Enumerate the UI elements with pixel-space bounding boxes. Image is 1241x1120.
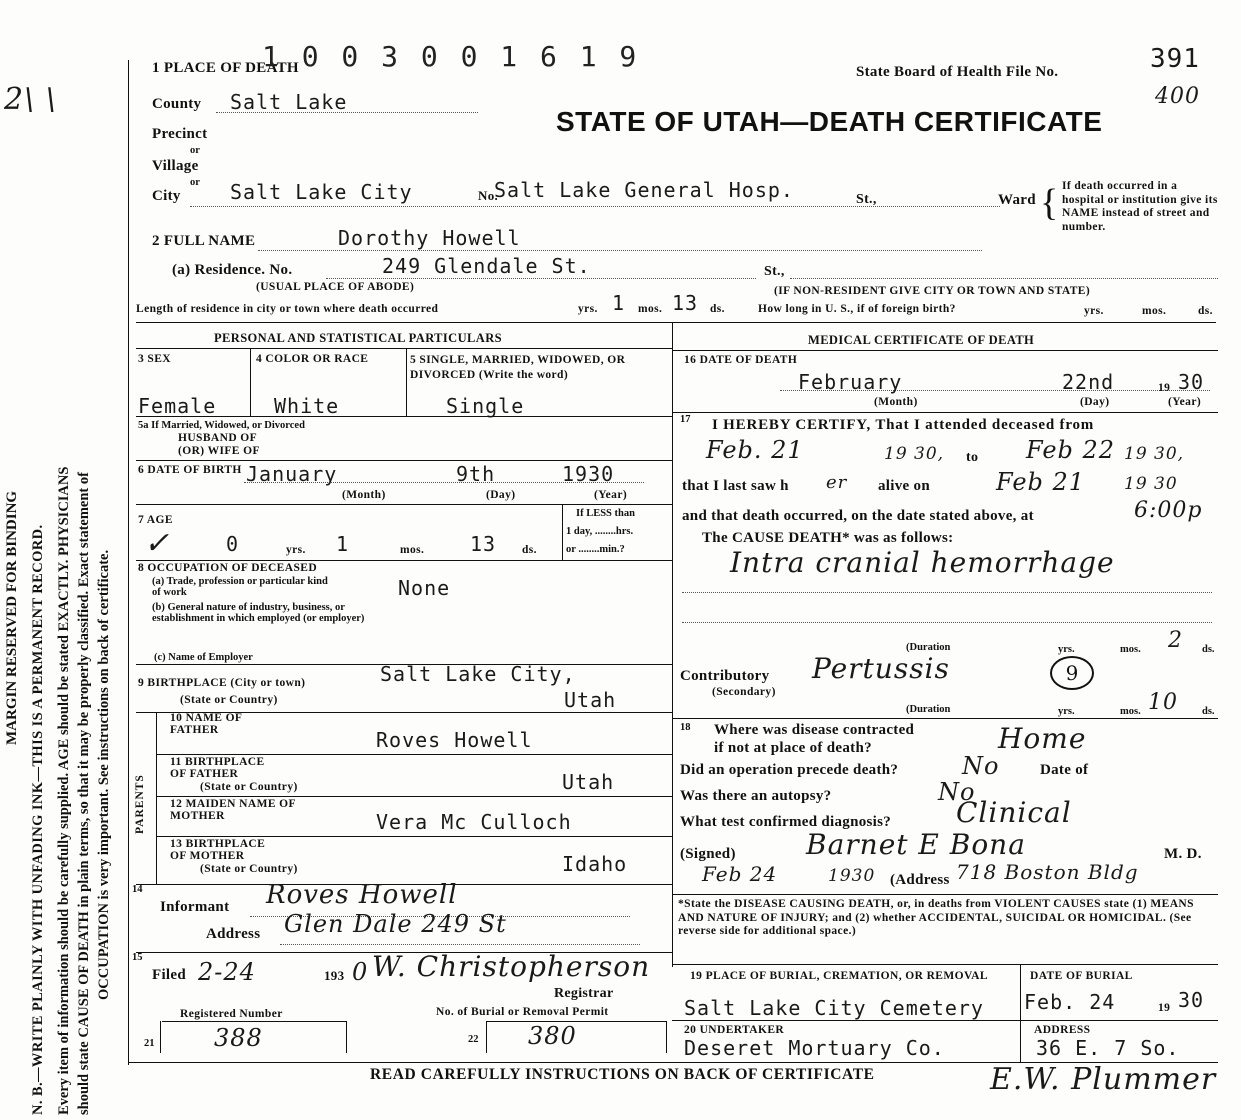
operation-value: No <box>962 752 1000 780</box>
medical-heading: MEDICAL CERTIFICATE OF DEATH <box>808 333 1035 347</box>
death-day: 22nd <box>1062 370 1115 394</box>
last-saw-date: Feb 21 <box>996 468 1086 496</box>
file-no-2: 400 <box>1155 84 1200 109</box>
age-ds: 13 <box>470 532 497 556</box>
mother-birthplace: Idaho <box>562 852 628 876</box>
county-value: Salt Lake <box>230 90 348 114</box>
footer-instructions: READ CAREFULLY INSTRUCTIONS ON BACK OF CERTIFICATE <box>370 1066 875 1083</box>
binding-margin-text: MARGIN RESERVED FOR BINDING <box>4 490 20 745</box>
filed-label: Filed <box>152 967 186 983</box>
contributory-circle: 9 <box>1050 656 1094 690</box>
dob-day: 9th <box>456 462 496 486</box>
length-of-residence-label: Length of residence in city or town where death occurred <box>136 303 439 315</box>
father-name: Roves Howell <box>376 728 533 752</box>
death-time: 6:00p <box>1134 498 1203 523</box>
certificate-title: STATE OF UTAH—DEATH CERTIFICATE <box>556 106 1103 137</box>
burial-permit-number: 380 <box>528 1022 577 1050</box>
full-name-value: Dorothy Howell <box>338 226 521 250</box>
burial-date: Feb. 24 <box>1024 990 1116 1014</box>
undertaker-name: Deseret Mortuary Co. <box>684 1036 945 1060</box>
dob-year: 1930 <box>562 462 615 486</box>
informant-address-label: Address <box>206 926 261 942</box>
diagnosis-test: Clinical <box>956 796 1072 829</box>
undertaker-address: 36 E. 7 So. <box>1036 1036 1180 1060</box>
filed-year: 0 <box>352 958 369 986</box>
attended-from: Feb. 21 <box>706 436 804 464</box>
place-of-death-label: 1 PLACE OF DEATH <box>152 60 299 76</box>
stamp-number: 1 0 0 3 0 0 1 6 1 9 <box>262 40 640 73</box>
informant-address: Glen Dale 249 St <box>284 910 507 938</box>
residence-yrs: 1 <box>612 291 626 315</box>
hospital-value: Salt Lake General Hosp. <box>494 178 794 202</box>
burial-place: Salt Lake City Cemetery <box>684 996 984 1020</box>
village-label: Village <box>152 158 199 174</box>
age-mos: 1 <box>336 532 350 556</box>
registered-number: 388 <box>214 1024 263 1052</box>
frame-left <box>128 60 129 1065</box>
city-label: City <box>152 188 181 204</box>
precinct-label: Precinct <box>152 126 208 142</box>
residence-label: (a) Residence. No. <box>172 262 293 278</box>
contributory-duration: 10 <box>1148 690 1178 715</box>
sex-value: Female <box>138 394 217 418</box>
autopsy-value: No <box>938 778 976 806</box>
age-checkmark: ✓ <box>144 526 171 561</box>
physician-address: 718 Boston Bldg <box>956 860 1139 884</box>
age-yrs: 0 <box>226 532 240 556</box>
nb-instruction: N. B.—WRITE PLAINLY WITH UNFADING INK—THIS IS A PERMANENT RECORD. <box>30 524 46 1115</box>
instruction-line-4: OCCUPATION is very important. See instructions on back of certificate. <box>96 549 112 1000</box>
death-year: 30 <box>1178 370 1205 394</box>
residence-value: 249 Glendale St. <box>382 254 591 278</box>
city-value: Salt Lake City <box>230 180 413 204</box>
attended-to: Feb 22 <box>1026 436 1116 464</box>
personal-heading: PERSONAL AND STATISTICAL PARTICULARS <box>214 331 502 345</box>
death-month: February <box>798 370 903 394</box>
full-name-label: 2 FULL NAME <box>152 233 256 249</box>
county-label: County <box>152 96 202 112</box>
signed-date: Feb 24 <box>702 862 778 886</box>
registrar-signature: W. Christopherson <box>372 950 651 983</box>
informant-label: Informant <box>160 899 230 915</box>
marital-value: Single <box>446 394 525 418</box>
instruction-line-2: Every item of information should be carefully supplied. AGE should be stated EXACTLY. PHYSICIANS <box>56 466 72 1115</box>
cause-duration: 2 <box>1168 628 1183 653</box>
mother-name: Vera Mc Culloch <box>376 810 572 834</box>
race-value: White <box>274 394 340 418</box>
ward-label: Ward <box>998 192 1036 208</box>
certify-text: I HEREBY CERTIFY, That I attended deceased from <box>712 417 1095 433</box>
father-birthplace: Utah <box>562 770 615 794</box>
rule-sections <box>136 322 1216 323</box>
occupation-value: None <box>398 576 451 600</box>
hospital-note: If death occurred in a hospital or institution give its NAME instead of street and number. <box>1062 180 1218 233</box>
informant-value: Roves Howell <box>266 880 458 910</box>
instruction-line-3: should state CAUSE OF DEATH in plain terms, so that it may be properly classified. Exact statement of <box>76 472 92 1115</box>
file-no: 391 <box>1150 44 1200 74</box>
margin-handwriting: 2\ \ <box>4 82 57 117</box>
residence-mos: 13 <box>672 291 699 315</box>
dob-month: January <box>246 462 338 486</box>
parents-label: PARENTS <box>134 774 146 834</box>
footer-signature: E.W. Plummer <box>990 1062 1217 1097</box>
signed-year: 1930 <box>828 866 876 886</box>
rule-center <box>672 322 673 967</box>
where-contracted: Home <box>998 722 1087 755</box>
contributory-cause: Pertussis <box>812 652 950 685</box>
file-no-label: State Board of Health File No. <box>856 64 1059 80</box>
birthplace-city: Salt Lake City, <box>380 662 576 686</box>
birthplace-state: Utah <box>564 688 617 712</box>
cause-note: *State the DISEASE CAUSING DEATH, or, in deaths from VIOLENT CAUSES state (1) MEANS AND NATURE OF INJURY; and (2) whether ACCIDENTAL, SUICIDAL OR HOMICIDAL. (See reverse side for additional space.) <box>678 898 1194 937</box>
physician-signature: Barnet E Bona <box>806 828 1026 861</box>
last-saw-pronoun: er <box>826 472 848 493</box>
death-certificate: MARGIN RESERVED FOR BINDING N. B.—WRITE PLAINLY WITH UNFADING INK—THIS IS A PERMANENT RECORD. Every item of information should be carefully supplied. AGE should be stated EXACTLY. PHYSICIANS should state CAUSE OF DEATH in plain terms, so that it may be properly classified. Exact statement of OCCUPATION is very important. See instructions on back of certificate. 2\ \ 1 PLACE OF DEATH 1 0 0 3 0 0 1 6 1 9 State Board of Health File No. 391 400 STATE OF UTAH—DEATH CERTIFICATE County Salt Lake Precinct or Village or City Salt Lake City No. Salt Lake General Hosp. St., Ward { If death occurred in a hospital or institution give its NAME instead of street and number. 2 FULL NAME Dorothy Howell (a) Residence. No. 249 Glendale St. St., (USUAL PLACE OF ABODE) (IF NON-RESIDENT GIVE CITY OR TOWN AND STATE) Length of residence in city or town where death occurred yrs. 1 mos. 13 ds. How long in U. S., if of foreign birth? yrs. mos. ds. PERSONAL AND STATISTICAL PARTICULARS 3 SEX 4 COLOR OR RACE 5 SINGLE, MARRIED, WIDOWED, OR DIVORCED (Write the word) Female White Single 5a If Married, Widowed, or Divorced HUSBAND OF (OR) WIFE OF 6 DATE OF BIRTH January 9th 1930 (Month) (Day) (Year) 7 AGE ✓ 0 yrs. 1 mos. 13 ds. If LESS than 1 day, ........hrs. or ........min.? 8 OCCUPATION OF DECEASED (a) Trade, profession or particular kind of work None (b) General nature of industry, business, or establishment in which employed (or employer) (c) Name of Employer 9 BIRTHPLACE (City or town) Salt Lake City, (State or Country) Utah PARENTS 10 NAME OF FATHER Roves Howell 11 BIRTHPLACE OF FATHER (State or Country) Utah 12 MAIDEN NAME OF MOTHER Vera Mc Culloch 13 BIRTHPLACE OF MOTHER (State or Country) Idaho 14 Informant Roves Howell Address Glen Dale 249 St 15 Filed 2-24 193 0 W. Christopherson Registrar Registered Number No. of Burial or Removal Permit 21 388 22 380 MEDICAL CERTIFICATE OF DEATH 16 DATE OF DEATH February 22nd 19 30 (Month) (Day) (Year) 17 I HEREBY CERTIFY, That I attended deceased from Feb. 21 19 30, to Feb 22 19 30, that I last saw h er alive on Feb 21 19 30 and that death occurred, on the date stated above, at 6:00p The CAUSE DEATH* was as follows: Intra cranial hemorrhage (Duration yrs. mos. 2 ds. Contributory (Secondary) Pertussis 9 (Duration yrs. mos. 10 ds. 18 Where was disease contracted if not at place of death? Home Did an operation precede death? No Date of Was there an autopsy? No What test confirmed diagnosis? Clinical (Signed) Barnet E Bona M. D. Feb 24 1930 (Address 718 Boston Bldg *State the DISEASE CAUSING DEATH, or, in deaths from VIOLENT CAUSES state (1) MEANS AND NATURE OF INJURY; and (2) whether ACCIDENTAL, SUICIDAL OR HOMICIDAL. (See reverse side for additional space.) 19 PLACE OF BURIAL, CREMATION, OR REMOVAL Salt Lake City Cemetery DATE OF BURIAL Feb. 24 19 30 20 UNDERTAKER Deseret Mortuary Co. ADDRESS 36 E. 7 So. READ CAREFULLY INSTRUCTIONS ON BACK OF CERTIFICATE E.W. Plummer <box>0 0 1241 1120</box>
burial-year: 30 <box>1178 988 1205 1012</box>
cause-of-death: Intra cranial hemorrhage <box>730 546 1115 579</box>
filed-date: 2-24 <box>198 958 256 986</box>
